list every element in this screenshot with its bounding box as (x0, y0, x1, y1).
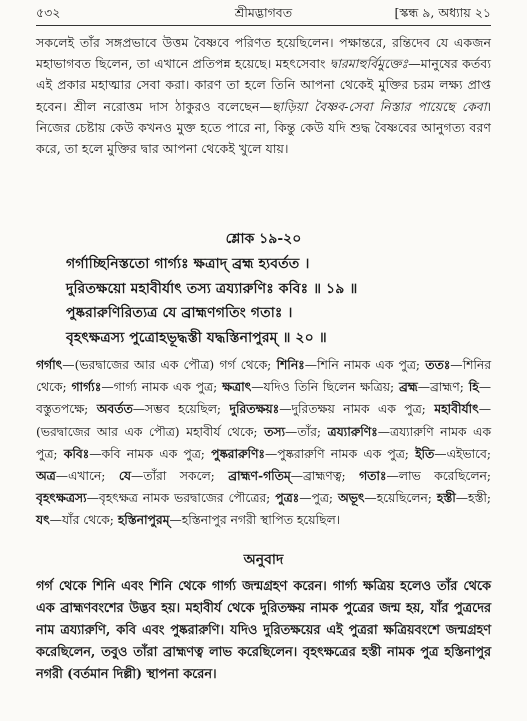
synonym-word: যে (118, 468, 131, 484)
synonym-meaning: —বস্তুতপক্ষে; (36, 380, 491, 417)
synonym-meaning: —পুষ্করারুণি নামক এক পুত্র; (264, 446, 416, 461)
synonym-word: ত্রয্যারুণিঃ (327, 423, 378, 439)
synonym-meaning: —সম্ভব হয়েছিল; (132, 402, 230, 417)
synonym-meaning: —পুত্র; (299, 491, 339, 506)
synonym-meaning: —যদিও তিনি ছিলেন ক্ষত্রিয়; (251, 380, 399, 395)
synonym-meaning: —হয়েছিলেন; (364, 491, 437, 506)
synonym-word: গতাঃ (359, 468, 387, 484)
synonym-word: পুষ্করারুণিঃ (211, 445, 265, 461)
synonym-meaning: —এখানে; (55, 469, 119, 484)
verse-line: দুরিতক্ষয়ো মহাবীর্যাৎ তস্য ত্রয্যারুণিঃ কবিঃ ॥ ১৯ ॥ (66, 280, 358, 297)
purport-paragraph (36, 32, 491, 159)
synonym-meaning: —(ভরদ্বাজের আর এক পৌত্র) মহাবীর্য থেকে; (36, 402, 491, 439)
synonym-word: অবর্তত (96, 401, 133, 417)
purport-text-1: সকলেই তাঁর সঙ্গপ্রভাবে উত্তম বৈষ্ণবে পরিণত হয়েছিলেন। পক্ষান্তরে, রন্তিদেব যে একজন মহাভাগবত ছিলেন, তা এখানে প্রতিপন্ন হয়েছে। মহৎসেবাং (36, 35, 491, 72)
synonym-word: বৃহৎক্ষত্রস্য (36, 490, 87, 506)
synonym-word: ইতি (415, 445, 435, 461)
synonym-word: ততঃ (425, 357, 451, 372)
synonym-word: দুরিতক্ষয়ঃ (229, 401, 280, 417)
synonym-word: ব্রহ্ম (398, 379, 418, 395)
purport-quote-2: ছাড়িয়া বৈষ্ণব-সেবা নিস্তার পায়েছে কেবা (272, 98, 487, 114)
translation-paragraph: গর্গ থেকে শিনি এবং শিনি থেকে গার্গ্য জন্মগ্রহণ করেন। গার্গ্য ক্ষত্রিয় হলেও তাঁর থেকে এক ব্রাহ্মণবংশের উদ্ভব হয়। মহাবীর্য থেকে দুরিতক্ষয় নামক পুত্রের জন্ম হয়, যাঁর পুত্রদের নাম ত্রয্যারুণি, কবি এবং পুষ্করারুণি। যদিও দুরিতক্ষয়ের এই পুত্ররা ক্ষত্রিয়বংশে জন্মগ্রহণ করেছিলেন, তবুও তাঁরা ব্রাহ্মণত্ব লাভ করেছিলেন। বৃহৎক্ষত্রের হস্তী নামক পুত্র হস্তিনাপুর নগরী (বর্তমান দিল্লী) স্থাপনা করেন। (36, 579, 491, 682)
synonym-word: মহাবীর্যাৎ (434, 401, 479, 417)
verse-line: বৃহৎক্ষত্রস্য পুত্রোহভূদ্ধস্তী যদ্ধস্তিনাপুরম্ ॥ ২০ ॥ (66, 329, 327, 346)
verse-heading: শ্লোক ১৯-২০ (225, 231, 302, 247)
synonym-word: তস্য (264, 423, 286, 439)
synonym-word: যৎ (36, 512, 50, 528)
verse-line: গর্গাচ্ছিনিস্ততো গার্গ্যঃ ক্ষত্রাদ্ ব্রহ্ম হ্যবর্তত । (66, 256, 310, 272)
synonym-meaning: —ব্রাহ্মণত্ব; (290, 469, 360, 484)
synonym-meaning: —যাঁর থেকে; (49, 513, 118, 528)
synonym-word: ক্ষত্রাৎ (222, 379, 252, 395)
verse-line: পুষ্করারুণিরিত্যত্র যে ব্রাহ্মণগতিং গতাঃ । (66, 305, 293, 321)
synonym-word: কবিঃ (63, 445, 90, 461)
synonym-meaning: —দুরিতক্ষয় নামক এক পুত্র; (279, 402, 435, 417)
synonym-meaning: —কবি নামক এক পুত্র; (89, 446, 212, 461)
synonym-meaning: —গার্গ্য নামক এক পুত্র; (101, 380, 223, 395)
synonym-word: অত্র (36, 468, 56, 484)
purport-text-3: । নিজের চেষ্টায় কেউ কখনও মুক্ত হতে পারে না, কিন্তু কেউ যদি শুদ্ধ বৈষ্ণবের আনুগত্য বরণ করে, তা হলে মুক্তির দ্বার আপনা থেকেই খুলে যায়। (36, 98, 491, 157)
synonym-word: গর্গাৎ (36, 357, 63, 372)
synonym-meaning: —শিনির থেকে; (36, 358, 491, 395)
synonym-meaning: —লাভ করেছিলেন; (386, 469, 491, 484)
synonym-word: গার্গ্যঃ (71, 379, 102, 395)
chapter-reference: [স্কন্ধ ৯, অধ্যায় ২১ (394, 5, 491, 20)
synonym-word: শিনিঃ (276, 357, 305, 372)
synonym-meaning: —বৃহৎক্ষত্র নামক ভরদ্বাজের পৌত্রের; (86, 491, 276, 506)
synonym-meaning: —হস্তিনাপুর নগরী স্থাপিত হয়েছিল। (169, 513, 341, 528)
verse-text (66, 252, 486, 350)
synonym-word: অভূৎ (338, 490, 365, 506)
synonym-meaning: —হস্তী; (455, 491, 491, 506)
synonym-meaning: —ত্রয্যারুণি নামক এক পুত্র; (36, 424, 491, 461)
header-divider (36, 25, 491, 26)
purport-text-2: —মানুষের কর্তব্য এই প্রকার মহাত্মার সেবা করা। কারণ তা হলে তিনি আপনা থেকেই মুক্তির চরম লক্ষ্য প্রাপ্ত হবেন। শ্রীল নরোত্তম দাস ঠাকুরও বলেছেন— (36, 56, 491, 114)
synonym-meaning: —তাঁরা সকলে; (130, 469, 229, 484)
synonym-word: হি (468, 379, 479, 395)
synonym-meaning: —শিনি নামক এক পুত্র; (304, 358, 426, 372)
translation-heading: অনুবাদ (243, 552, 284, 568)
synonym-word: ব্রাহ্মণ-গতিম্ (228, 468, 291, 484)
book-title: শ্রীমদ্ভাগবত (234, 5, 293, 20)
word-synonyms (36, 354, 491, 532)
page-header (36, 2, 491, 24)
page-number: ৫৩২ (36, 5, 61, 20)
synonym-meaning: —ব্রাহ্মণ; (417, 380, 469, 395)
synonym-meaning: —এইভাবে; (434, 446, 491, 461)
synonym-word: হস্তী (436, 490, 456, 506)
synonym-word: পুত্রঃ (275, 490, 300, 506)
purport-quote-1: দ্বারমাহুর্বিমুক্তেঃ (329, 56, 409, 72)
synonym-meaning: —(ভরদ্বাজের আর এক পৌত্র) গর্গ থেকে; (62, 358, 277, 372)
synonym-meaning: —তাঁর; (285, 424, 328, 439)
synonym-word: হস্তিনাপুরম্ (117, 512, 170, 528)
